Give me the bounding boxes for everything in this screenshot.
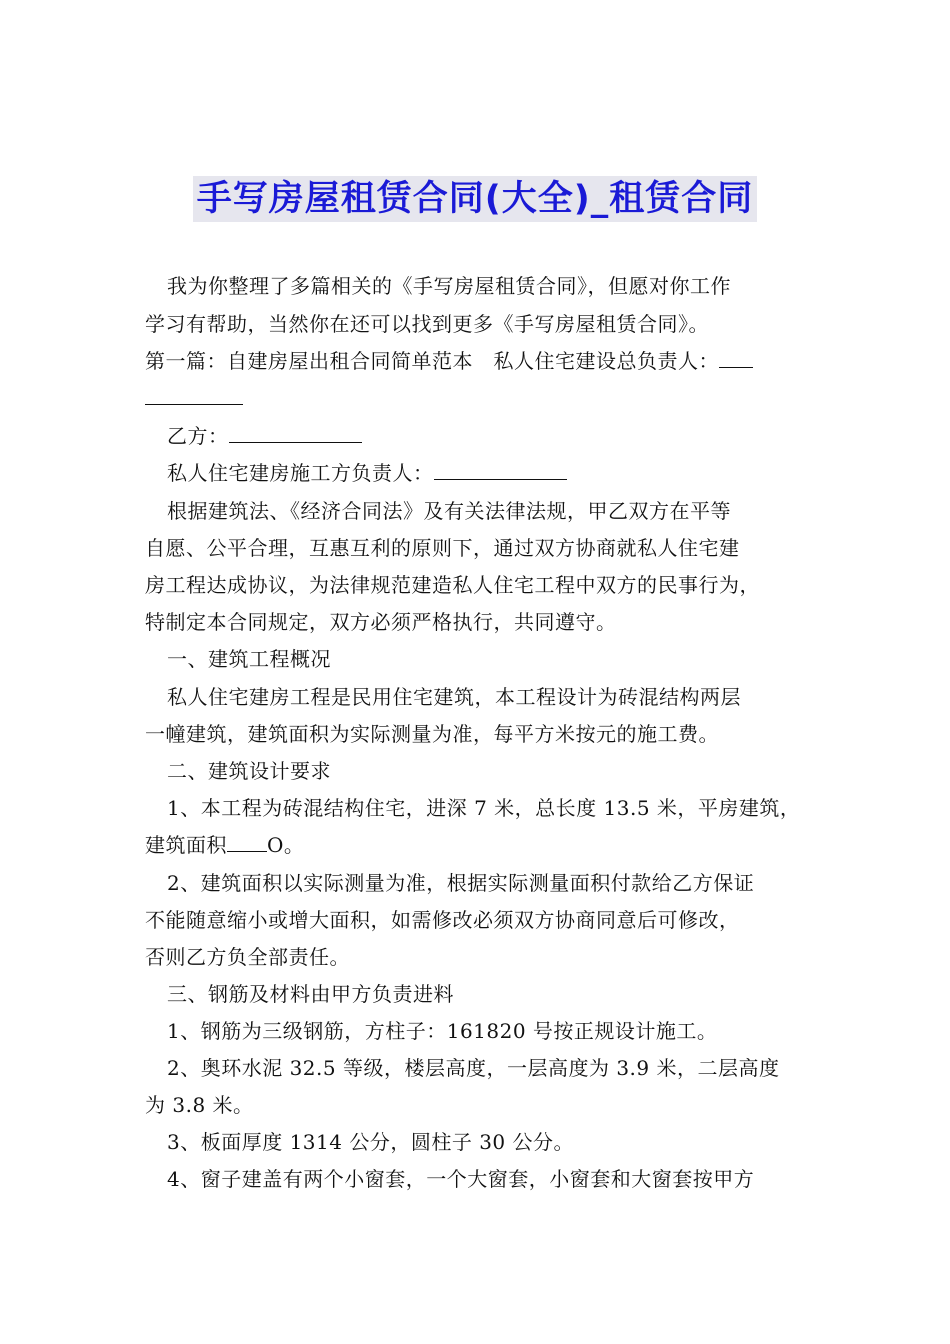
design-item-2-line-3: 否则乙方负全部责任。 bbox=[145, 945, 350, 969]
design-item-1-line-2 bbox=[145, 831, 825, 859]
first-article-text: 第一篇：自建房屋出租合同简单范本 私人住宅建设总负责人： bbox=[145, 349, 719, 373]
area-label: 建筑面积 bbox=[145, 833, 227, 857]
blank-line bbox=[434, 461, 567, 480]
section-heading-3: 三、钢筋及材料由甲方负责进料 bbox=[167, 982, 454, 1006]
blank-line bbox=[719, 349, 753, 368]
blank-line bbox=[145, 386, 243, 405]
blank-line bbox=[227, 833, 267, 852]
design-item-2-line-1: 2、建筑面积以实际测量为准，根据实际测量面积付款给乙方保证 bbox=[167, 871, 755, 895]
intro-line-2: 学习有帮助，当然你在还可以找到更多《手写房屋租赁合同》。 bbox=[145, 312, 709, 336]
contractor-line bbox=[145, 459, 847, 487]
section-heading-2: 二、建筑设计要求 bbox=[167, 759, 331, 783]
basis-line-4: 特制定本合同规定，双方必须严格执行，共同遵守。 bbox=[145, 610, 617, 634]
basis-line-2: 自愿、公平合理，互惠互利的原则下，通过双方协商就私人住宅建 bbox=[145, 536, 740, 560]
overview-line-1: 私人住宅建房工程是民用住宅建筑，本工程设计为砖混结构两层 bbox=[167, 685, 741, 709]
design-item-1-line-1: 1、本工程为砖混结构住宅，进深 7 米，总长度 13.5 米，平房建筑， bbox=[167, 796, 801, 820]
area-suffix: O。 bbox=[267, 833, 305, 857]
section-heading-1: 一、建筑工程概况 bbox=[167, 647, 331, 671]
design-item-2-line-2: 不能随意缩小或增大面积，如需修改必须双方协商同意后可修改， bbox=[145, 908, 740, 932]
basis-line-1: 根据建筑法、《经济合同法》及有关法律法规，甲乙双方在平等 bbox=[167, 499, 731, 523]
material-item-1: 1、钢筋为三级钢筋，方柱子：161820 号按正规设计施工。 bbox=[167, 1019, 718, 1043]
material-item-3: 3、板面厚度 1314 公分，圆柱子 30 公分。 bbox=[167, 1130, 575, 1154]
overview-line-2: 一幢建筑，建筑面积为实际测量为准，每平方米按元的施工费。 bbox=[145, 722, 719, 746]
contractor-label: 私人住宅建房施工方负责人： bbox=[167, 461, 434, 485]
basis-line-3: 房工程达成协议，为法律规范建造私人住宅工程中双方的民事行为， bbox=[145, 573, 760, 597]
document-title: 手写房屋租赁合同(大全)_租赁合同 bbox=[193, 176, 758, 222]
material-item-4: 4、窗子建盖有两个小窗套，一个大窗套，小窗套和大窗套按甲方 bbox=[167, 1167, 755, 1191]
blank-line bbox=[229, 424, 362, 443]
material-item-2-line-1: 2、奥环水泥 32.5 等级，楼层高度，一层高度为 3.9 米，二层高度 bbox=[167, 1056, 780, 1080]
intro-line-1: 我为你整理了多篇相关的《手写房屋租赁合同》，但愿对你工作 bbox=[167, 274, 731, 298]
title-block bbox=[0, 176, 950, 222]
material-item-2-line-2: 为 3.8 米。 bbox=[145, 1093, 254, 1117]
party-b-label: 乙方： bbox=[167, 424, 229, 448]
first-article-line bbox=[145, 347, 825, 375]
party-b-line bbox=[145, 422, 847, 450]
blank-continuation-line bbox=[145, 384, 825, 412]
